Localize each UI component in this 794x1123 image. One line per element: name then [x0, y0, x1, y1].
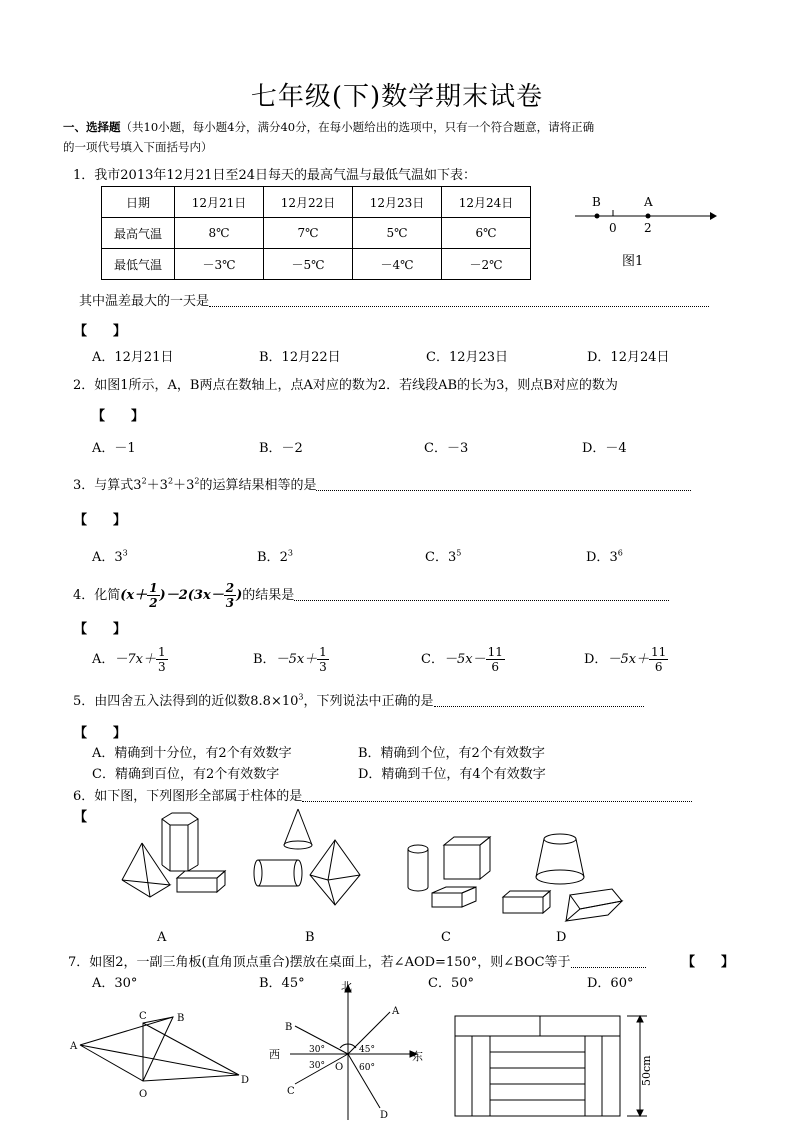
q5-suffix: ，下列说法中正确的是 — [303, 694, 434, 709]
option-exp: 3 — [122, 548, 128, 558]
answer-bracket: 【 】 — [74, 324, 127, 339]
dotted-leader — [571, 957, 646, 968]
q1-option-d: D．12月24日 — [587, 350, 670, 365]
angle-60-label: 60° — [359, 1063, 375, 1073]
dotted-leader — [294, 590, 669, 601]
table-row — [102, 187, 531, 218]
q2-text: 2．如图1所示，A，B两点在数轴上，点A对应的数为2．若线段AB的长为3，则点B对应的数为 — [73, 378, 618, 393]
q1-option-b: B．12月22日 — [259, 350, 341, 365]
q5-option-b: B．精确到个位，有2个有效数字 — [358, 746, 545, 761]
q7-option-b: B．45° — [259, 976, 305, 991]
option-label: B． — [253, 652, 276, 667]
option-label: B． — [257, 550, 280, 565]
q6-label-d: D — [556, 930, 567, 945]
figure1-caption: 图1 — [622, 254, 644, 269]
q3-prefix: 3．与算式 — [73, 478, 134, 493]
tri-label-o: O — [139, 1089, 148, 1100]
cylinder-icon — [254, 860, 302, 886]
table-cell: 最低气温 — [102, 249, 175, 280]
q5-text — [73, 690, 644, 709]
compass-angle-figure — [255, 980, 430, 1123]
q5-prefix: 5．由四舍五入法得到的近似数 — [73, 694, 251, 709]
triangle-rulers-figure — [65, 1005, 265, 1105]
option-base: 3 — [447, 550, 457, 565]
number-line-figure — [570, 190, 720, 270]
section1-instruction-line2: 的一项代号填入下面括号内） — [63, 140, 213, 154]
q1-tail-text: 其中温差最大的一天是 — [79, 294, 210, 309]
q4-text — [73, 581, 669, 610]
q3-exp: 2 — [167, 476, 174, 486]
compass-label-o: O — [335, 1062, 344, 1073]
option-label: C． — [421, 652, 444, 667]
q5-exp: 3 — [298, 692, 304, 702]
table-cell: －5℃ — [264, 249, 353, 280]
q1-option-c: C．12月23日 — [426, 350, 509, 365]
q3-option-c — [425, 546, 461, 565]
temperature-table — [101, 186, 531, 280]
tri-label-c: C — [139, 1011, 147, 1022]
q7-option-a: A．30° — [92, 976, 138, 991]
point-b-label: B — [592, 195, 601, 209]
tick-zero-label: 0 — [609, 221, 617, 235]
section1-instruction: （共10小题，每小题4分，满分40分，在每小题给出的选项中，只有一个符合题意，请将正确 — [120, 120, 595, 134]
cuboid-icon — [503, 891, 550, 913]
solids-figure — [110, 805, 730, 925]
angle-30a-label: 30° — [309, 1045, 325, 1055]
cube-icon — [444, 837, 490, 879]
q6-label-a: A — [157, 930, 167, 945]
compass-label-b: B — [285, 1022, 293, 1033]
q5-number: 8.8×10 — [250, 694, 299, 709]
q7-option-c: C．50° — [428, 976, 474, 991]
q6-text — [73, 785, 692, 804]
q7-text — [68, 951, 646, 970]
table-header-cell: 12月23日 — [353, 187, 442, 218]
q4-suffix: 的结果是 — [242, 588, 295, 603]
triangular-prism-icon — [566, 889, 622, 921]
tri-label-a: A — [70, 1041, 78, 1052]
dotted-leader — [302, 791, 692, 802]
q4-prefix: 4．化简 — [73, 588, 121, 603]
q3-term: 3 — [159, 478, 168, 493]
compass-label-a: A — [392, 1006, 400, 1017]
q4-expression: (x＋ $\frac{1}{2}$ )－2(3x－ $\frac{2}{3}$ ) — [120, 581, 243, 610]
angle-30b-label: 30° — [309, 1061, 325, 1071]
q1-option-a: A．12月21日 — [92, 350, 174, 365]
q2-option-b: B．－2 — [259, 441, 303, 456]
q1-text: 1．我市2013年12月21日至24日每天的最高气温与最低气温如下表： — [73, 168, 476, 183]
q3-option-b — [257, 546, 293, 565]
prism-icon — [432, 887, 476, 907]
option-exp: 3 — [287, 548, 293, 558]
north-label: 北 — [341, 980, 352, 993]
option-base: 2 — [279, 550, 288, 565]
option-exp: 5 — [456, 548, 462, 558]
table-cell: 6℃ — [442, 218, 531, 249]
section1-instruction-line1 — [63, 119, 594, 135]
compass-label-d: D — [380, 1110, 389, 1121]
option-label: A． — [92, 652, 115, 667]
q4-option-a: A．－7x＋ $\frac{1}{3}$ — [92, 645, 166, 674]
q5-option-a: A．精确到十分位，有2个有效数字 — [92, 746, 292, 761]
answer-bracket: 【 】 — [74, 513, 127, 528]
q5-option-d: D．精确到千位，有4个有效数字 — [358, 767, 546, 782]
q3-text: 3．与算式$3^2+3^2+3^2$的运算结果相等的是 — [73, 474, 691, 493]
q6-label-b: B — [305, 930, 315, 945]
q3-term: 3 — [133, 478, 142, 493]
table-row — [102, 249, 531, 280]
frame-figure — [452, 1012, 662, 1123]
dotted-leader — [316, 480, 691, 491]
table-header-cell: 日期 — [102, 187, 175, 218]
q7-question: 7．如图2，一副三角板(直角顶点重合)摆放在桌面上，若∠AOD=150°，则∠BOC等于 — [68, 955, 571, 970]
angle-45-label: 45° — [359, 1045, 375, 1055]
dotted-leader — [209, 296, 709, 307]
answer-bracket: 【 】 — [682, 955, 735, 970]
option-label: D． — [586, 550, 610, 565]
east-label: 东 — [412, 1050, 423, 1063]
table-cell: 5℃ — [353, 218, 442, 249]
q6-label-c: C — [441, 930, 451, 945]
answer-bracket: 【 】 — [74, 726, 127, 741]
q3-suffix: 的运算结果相等的是 — [199, 478, 317, 493]
q3-exp: 2 — [194, 476, 200, 486]
q4-option-b: B．－5x＋ $\frac{1}{3}$ — [253, 645, 327, 674]
section1-heading: 一、选择题 — [63, 120, 121, 134]
q4-option-c: C．－5x－ $\frac{11}{6}$ — [421, 645, 503, 674]
q3-term: 3 — [186, 478, 195, 493]
option-base: 3 — [114, 550, 123, 565]
table-cell: －3℃ — [175, 249, 264, 280]
cuboid-icon — [177, 871, 225, 892]
dimension-label: 50cm — [640, 1055, 653, 1086]
tick-two-label: 2 — [644, 221, 652, 235]
tri-label-b: B — [177, 1013, 185, 1024]
dotted-leader — [434, 696, 644, 707]
octahedron-icon — [310, 840, 360, 905]
table-cell: －2℃ — [442, 249, 531, 280]
option-base: 3 — [609, 550, 618, 565]
answer-bracket: 【 】 — [92, 409, 145, 424]
q2-option-c: C．－3 — [424, 441, 469, 456]
west-label: 西 — [269, 1048, 280, 1061]
q7-option-d: D．60° — [587, 976, 634, 991]
option-label: C． — [425, 550, 448, 565]
option-label: D． — [584, 652, 608, 667]
compass-label-c: C — [287, 1086, 295, 1097]
table-cell: 8℃ — [175, 218, 264, 249]
page-title: 七年级(下)数学期末试卷 — [250, 82, 544, 112]
q3-exp: 2 — [141, 476, 147, 486]
option-exp: 6 — [617, 548, 623, 558]
q6-question: 6．如下图，下列图形全部属于柱体的是 — [73, 789, 303, 804]
table-cell: 7℃ — [264, 218, 353, 249]
table-header-cell: 12月21日 — [175, 187, 264, 218]
table-cell: －4℃ — [353, 249, 442, 280]
table-cell: 最高气温 — [102, 218, 175, 249]
tri-label-d: D — [241, 1075, 250, 1086]
table-row — [102, 218, 531, 249]
q1-question-tail — [79, 290, 709, 309]
cone-icon — [284, 809, 312, 849]
point-a-label: A — [644, 195, 653, 209]
q4-option-d: D．－5x＋ $\frac{11}{6}$ — [584, 645, 667, 674]
table-header-cell: 12月24日 — [442, 187, 531, 218]
q2-option-d: D．－4 — [582, 441, 627, 456]
pyramid-icon — [122, 843, 170, 897]
hexagonal-prism-icon — [162, 813, 198, 871]
table-header-cell: 12月22日 — [264, 187, 353, 218]
q3-option-a — [92, 546, 128, 565]
q2-option-a: A．－1 — [92, 441, 136, 456]
frustum-icon — [536, 834, 584, 884]
answer-bracket: 【 】 — [74, 622, 127, 637]
q5-option-c: C．精确到百位，有2个有效数字 — [92, 767, 280, 782]
option-label: A． — [92, 550, 115, 565]
cylinder-icon — [408, 845, 428, 891]
q3-option-d — [586, 546, 623, 565]
answer-bracket-open: 【 — [74, 810, 88, 825]
